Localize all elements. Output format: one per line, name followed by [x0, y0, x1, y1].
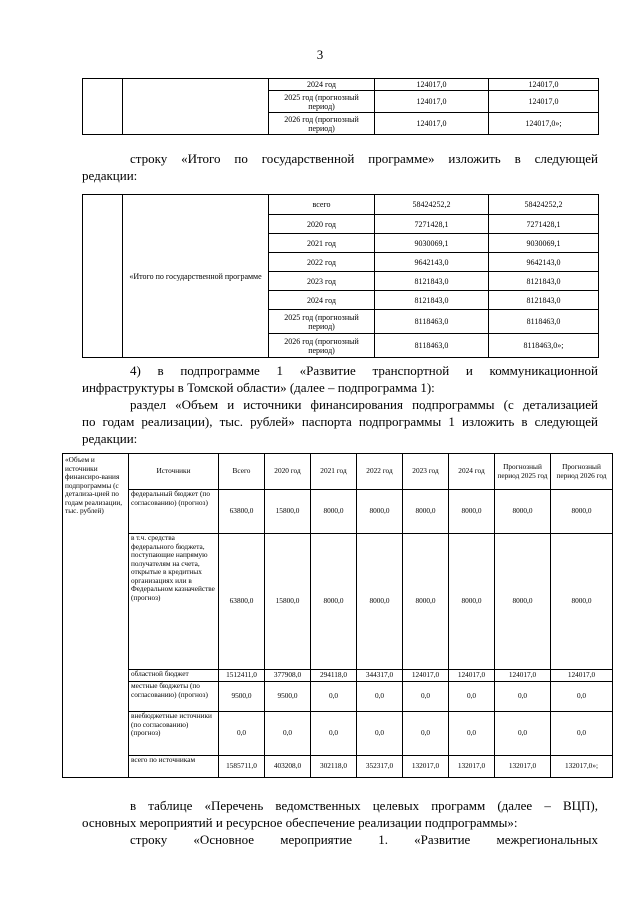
table-row: «Итого по государственной программе всего 58424252,2 58424252,2: [83, 195, 599, 215]
table-row: 2020 год 7271428,1 7271428,1: [83, 215, 599, 234]
table-row: 2025 год (прогнозный период) 124017,0 124017,0: [83, 91, 599, 113]
paragraph: строку «Итого по государственной программе» изложить в следующей редакции:: [82, 151, 598, 183]
table-row: 2025 год (прогнозный период) 8118463,0 8118463,0: [83, 310, 599, 334]
paragraph: 4) в подпрограмме 1 «Развитие транспортной и коммуникационной инфраструктуры в Томской области» (далее – подпрограмма 1): раздел «Объем и источники финансирования подпрограммы (с детализацией по годам реализации), тыс. рублей» паспорта подпрограммы 1 изложить в следующей редакции:: [82, 363, 598, 446]
table-row: всего по источникам 1585711,0 403208,0 302118,0 352317,0 132017,0 132017,0 132017,0 132017,0»;: [63, 756, 613, 778]
table-row: 2024 год 8121843,0 8121843,0: [83, 291, 599, 310]
table-header-row: «Объем и источники финансиро-вания подпрограммы (с детализа-цией по годам реализации, тыс. рублей) Источники Всего 2020 год 2021 год 2022 год 2023 год 2024 год Прогнозный период 2025 год Прогнозный период 2026 год: [63, 454, 613, 490]
table-row: 2023 год 8121843,0 8121843,0: [83, 272, 599, 291]
page-number: 3: [316, 47, 324, 62]
table-row: областной бюджет 1512411,0 377908,0 294118,0 344317,0 124017,0 124017,0 124017,0 124017,0: [63, 670, 613, 682]
table-row: внебюджетные источники (по согласованию) (прогноз) 0,0 0,0 0,0 0,0 0,0 0,0 0,0 0,0: [63, 712, 613, 756]
table-row: 2024 год 124017,0 124017,0: [83, 79, 599, 91]
table-row: 2021 год 9030069,1 9030069,1: [83, 234, 599, 253]
table-row: 2026 год (прогнозный период) 124017,0 124017,0»;: [83, 113, 599, 135]
table-total: [82, 194, 599, 358]
financing-label: «Объем и источники финансиро-вания подпрограммы (с детализа-цией по годам реализации, тыс. рублей): [63, 454, 129, 778]
table-row: в т.ч. средства федерального бюджета, поступающие напрямую получателям на счета, открытые в кредитных организациях или в Федеральном казначействе (прогноз) 63800,0 15800,0 8000,0 8000,0 8000,0 8000,0 8000,0 8000,0: [63, 534, 613, 670]
table-row: федеральный бюджет (по согласованию) (прогноз) 63800,0 15800,0 8000,0 8000,0 8000,0 8000,0 8000,0 8000,0: [63, 490, 613, 534]
table-row: 2022 год 9642143,0 9642143,0: [83, 253, 599, 272]
table-row: местные бюджеты (по согласованию) (прогноз) 9500,0 9500,0 0,0 0,0 0,0 0,0 0,0 0,0: [63, 682, 613, 712]
table-continuation: [82, 78, 599, 135]
paragraph: в таблице «Перечень ведомственных целевых программ (далее – ВЦП), основных мероприятий и ресурсное обеспечение реализации подпрограммы»: строку «Основное мероприятие 1. «Развитие межрегиональных: [82, 798, 598, 847]
total-label: «Итого по государственной программе: [123, 195, 269, 358]
table-row: 2026 год (прогнозный период) 8118463,0 8118463,0»;: [83, 334, 599, 358]
table-financing: [62, 453, 613, 778]
